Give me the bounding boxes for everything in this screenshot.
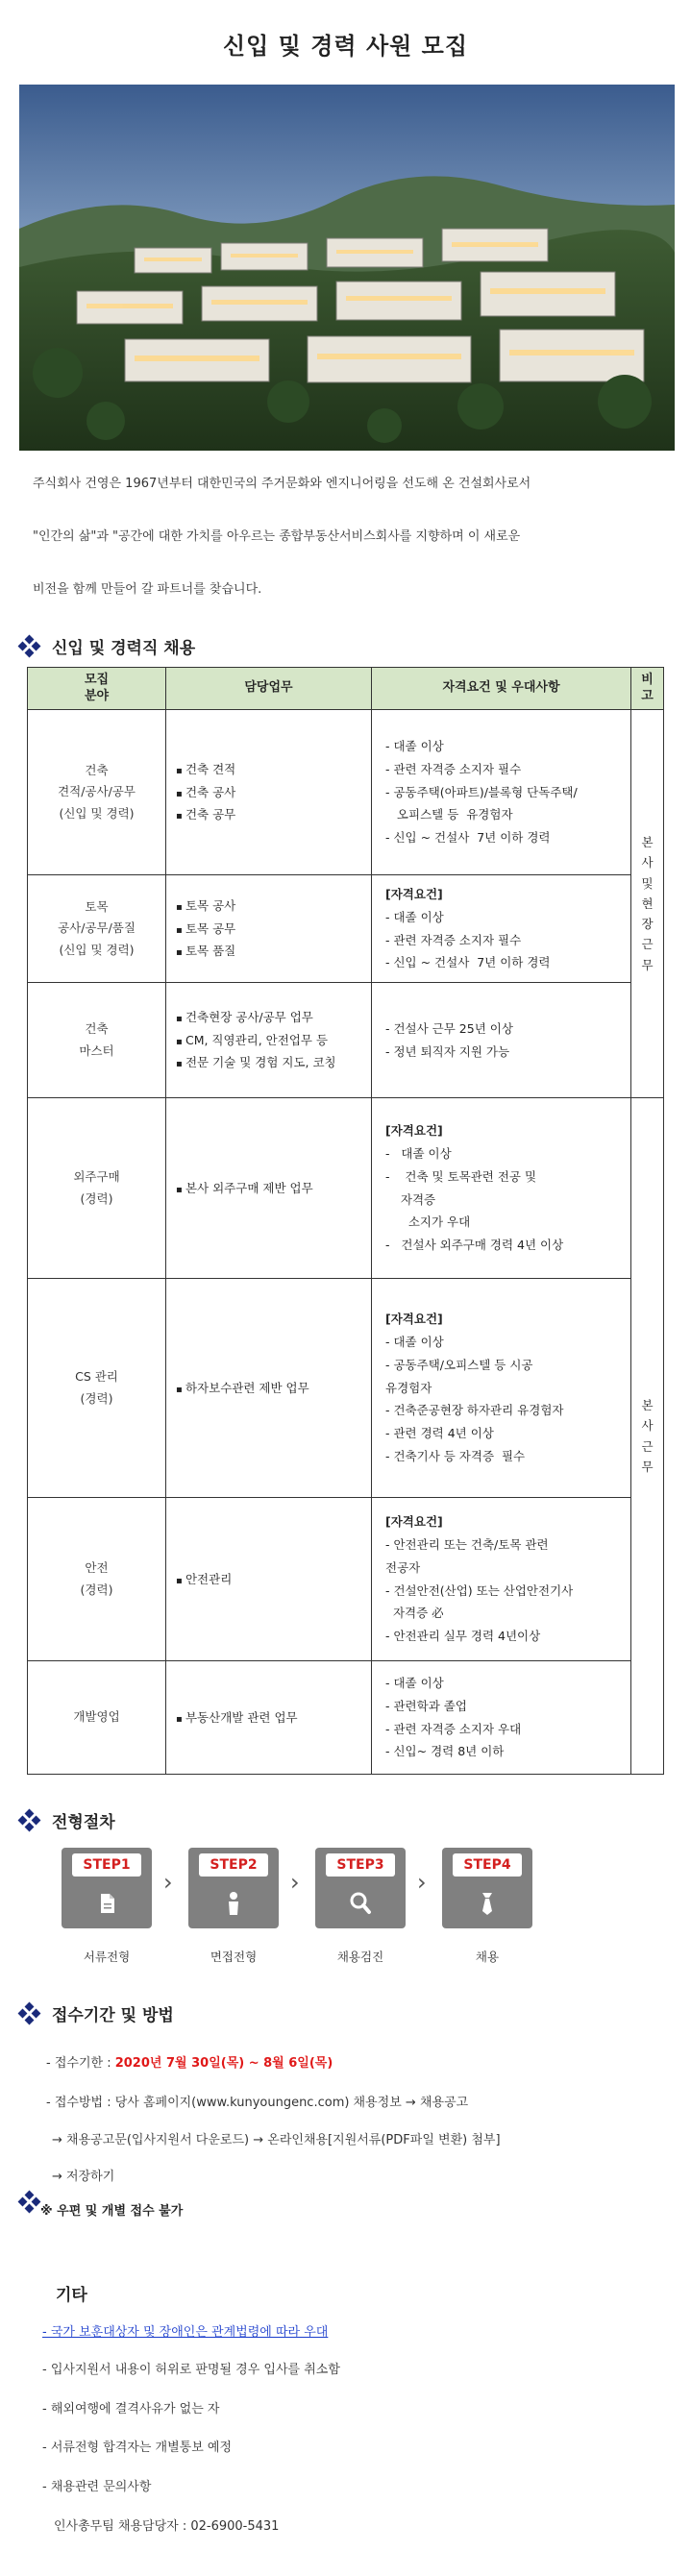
diamond-bullet-icon [19, 1810, 40, 1831]
duty-item: ▪ 건축 공사 [176, 781, 370, 804]
step-badge: STEP3 [326, 1853, 395, 1877]
duty-item: ▪ CM, 직영관리, 안전업무 등 [176, 1029, 370, 1052]
step-badge: STEP4 [453, 1853, 522, 1877]
requirement-item: - 건축준공현장 하자관리 유경험자 [385, 1403, 564, 1418]
requirements-cell [372, 983, 631, 1098]
table-row [28, 1498, 664, 1661]
apply-period-label: - 접수기한 : [46, 2056, 115, 2071]
duty-item: ▪ 본사 외주구매 제반 업무 [176, 1177, 370, 1200]
requirement-item: - 공동주택(아파트)/블록형 단독주택/ [385, 784, 578, 799]
step-label: 채용검진 [336, 1950, 384, 1964]
table-row [28, 710, 664, 875]
chevron-right-icon: › [163, 1869, 173, 1896]
duty-cell [166, 1498, 372, 1661]
table-row [28, 983, 664, 1098]
requirement-item: - 정년 퇴직자 지원 가능 [385, 1043, 510, 1059]
intro-line-1: 주식회사 건영은 1967년부터 대한민국의 주거문화와 엔지니어링을 선도해 온 건설회사로서 [33, 477, 531, 491]
duty-item: ▪ 토목 공사 [176, 895, 370, 918]
requirement-item: 유경험자 [385, 1380, 432, 1395]
section-apply-title: 접수기간 및 방법 [52, 2006, 174, 2025]
duty-item: ▪ 건축 공무 [176, 803, 370, 826]
requirement-item: - 관련 자격증 소지자 필수 [385, 932, 522, 947]
header-duty: 담당업무 [166, 668, 372, 710]
note-cell: 본 사 근 무 [631, 1098, 664, 1775]
apply-method-3: → 저장하기 [52, 2170, 115, 2184]
table-row [28, 1279, 664, 1498]
document-icon [87, 1886, 126, 1921]
duty-cell [166, 875, 372, 983]
requirements-heading: [자격요건] [385, 1312, 443, 1327]
veterans-preference-link[interactable]: - 국가 보훈대상자 및 장애인은 관계법령에 따라 우대 [42, 2325, 329, 2340]
apply-period [46, 2052, 333, 2071]
requirements-cell [372, 1098, 631, 1279]
diamond-bullet-icon [19, 2192, 40, 2213]
header-note: 비 고 [631, 668, 664, 710]
note-cell: 본 사 및 현 장 근 무 [631, 710, 664, 1098]
apply-warning-row [19, 2185, 183, 2219]
requirement-item: 전공자 [385, 1559, 421, 1575]
duty-item: ▪ 건축 견적 [176, 758, 370, 781]
recruitment-table [27, 667, 664, 1775]
apply-method-2: → 채용공고문(입사지원서 다운로드) → 온라인채용[지원서류(PDF파일 변환) 첨부] [52, 2133, 501, 2147]
requirement-item: - 대졸 이상 [385, 1335, 444, 1350]
page-title: 신입 및 경력 사원 모집 [222, 33, 469, 60]
requirement-item: - 대졸 이상 [385, 1146, 452, 1161]
requirements-cell [372, 875, 631, 983]
section-etc-heading: 기타 [56, 2286, 87, 2305]
header-field: 모집 분야 [28, 668, 166, 710]
header-requirements: 자격요건 및 우대사항 [372, 668, 631, 710]
magnifier-icon [341, 1886, 380, 1921]
requirements-cell [372, 710, 631, 875]
field-cell: 토목 공사/공무/품질 (신입 및 경력) [28, 875, 166, 983]
requirements-heading: [자격요건] [385, 1514, 443, 1530]
necktie-icon [468, 1886, 506, 1921]
duty-cell [166, 1661, 372, 1775]
requirement-item: - 대졸 이상 [385, 1676, 444, 1690]
requirement-item: - 관련 자격증 소지자 필수 [385, 761, 522, 776]
section-recruit-title: 신입 및 경력직 채용 [52, 639, 196, 658]
intro-line-2: "인간의 삶"과 "공간에 대한 가치를 아우르는 종합부동산서비스회사를 지향하며 이 새로운 [33, 529, 521, 544]
requirement-item: - 관련학과 졸업 [385, 1698, 467, 1713]
apply-method-1: - 접수방법 : 당사 홈페이지(www.kunyoungenc.com) 채용정보 → 채용공고 [46, 2096, 469, 2110]
requirement-item: 자격증 [385, 1191, 436, 1207]
etc-item-3: - 해외여행에 결격사유가 없는 자 [42, 2402, 220, 2417]
field-cell: 외주구매 (경력) [28, 1098, 166, 1279]
step-3 [315, 1848, 406, 1964]
duty-item: ▪ 건축현장 공사/공무 업무 [176, 1006, 370, 1029]
duty-cell [166, 1098, 372, 1279]
table-row [28, 1098, 664, 1279]
duty-item: ▪ 안전관리 [176, 1568, 370, 1591]
requirement-item: - 공동주택/오피스텔 등 시공 [385, 1357, 533, 1372]
person-icon [214, 1886, 253, 1921]
step-label: 채용 [475, 1950, 500, 1964]
duty-item: ▪ 하자보수관련 제반 업무 [176, 1377, 370, 1400]
requirement-item: - 건설사 외주구매 경력 4년 이상 [385, 1238, 564, 1252]
apply-period-value: 2020년 7월 30일(목) ~ 8월 6일(목) [114, 2056, 333, 2071]
duty-cell [166, 983, 372, 1098]
step-1 [62, 1848, 152, 1964]
step-label: 면접전형 [210, 1950, 258, 1964]
duty-cell [166, 710, 372, 875]
etc-item-2: - 입사지원서 내용이 허위로 판명될 경우 입사를 취소함 [42, 2363, 340, 2377]
requirement-item: - 신입~ 경력 8년 이하 [385, 1744, 505, 1759]
requirement-item: 자격증 必 [385, 1606, 444, 1621]
requirements-cell [372, 1498, 631, 1661]
duty-item: ▪ 부동산개발 관련 업무 [176, 1706, 370, 1730]
requirement-item: - 건축 및 토목관련 전공 및 [385, 1168, 537, 1184]
requirements-cell [372, 1279, 631, 1498]
field-cell: 개발영업 [28, 1661, 166, 1775]
section-recruit-heading [19, 634, 195, 658]
table-row [28, 875, 664, 983]
requirement-item: - 대졸 이상 [385, 909, 444, 924]
etc-item-5: - 채용관련 문의사항 [42, 2480, 152, 2494]
section-process-title: 전형절차 [52, 1813, 115, 1832]
requirement-item: - 안전관리 실무 경력 4년이상 [385, 1629, 541, 1643]
duty-item: ▪ 토목 품질 [176, 940, 370, 963]
requirement-item: - 건설안전(산업) 또는 산업안전기사 [385, 1582, 574, 1598]
requirement-item: - 대졸 이상 [385, 739, 444, 754]
chevron-right-icon: › [290, 1869, 300, 1896]
hero-image [19, 85, 675, 451]
step-badge: STEP2 [199, 1853, 268, 1877]
requirement-item: - 관련 경력 4년 이상 [385, 1426, 494, 1441]
section-process-heading [19, 1808, 115, 1832]
requirement-item: 오피스텔 등 유경험자 [385, 807, 513, 822]
step-2 [188, 1848, 279, 1964]
requirement-item: - 건축기사 등 자격증 필수 [385, 1448, 526, 1463]
field-cell: 건축 견적/공사/공무 (신입 및 경력) [28, 710, 166, 875]
requirements-cell [372, 1661, 631, 1775]
etc-item-1 [42, 2321, 328, 2340]
field-cell: 안전 (경력) [28, 1498, 166, 1661]
requirements-heading: [자격요건] [385, 887, 443, 901]
duty-item: ▪ 전문 기술 및 경험 지도, 코칭 [176, 1051, 370, 1074]
diamond-bullet-icon [19, 2003, 40, 2024]
field-cell: 건축 마스터 [28, 983, 166, 1098]
diamond-bullet-icon [19, 636, 40, 657]
duty-item: ▪ 토목 공무 [176, 918, 370, 941]
field-cell: CS 관리 (경력) [28, 1279, 166, 1498]
etc-item-6: 인사총무팀 채용담당자 : 02-6900-5431 [54, 2519, 280, 2534]
table-row [28, 1661, 664, 1775]
requirement-item: - 관련 자격증 소지자 우대 [385, 1721, 522, 1736]
step-4 [442, 1848, 532, 1964]
requirement-item: - 안전관리 또는 건축/토목 관련 [385, 1537, 549, 1552]
section-apply-heading [19, 2001, 174, 2025]
duty-cell [166, 1279, 372, 1498]
requirements-heading: [자격요건] [385, 1123, 443, 1139]
table-header-row [28, 668, 664, 710]
chevron-right-icon: › [417, 1869, 427, 1896]
requirement-item: - 건설사 근무 25년 이상 [385, 1020, 513, 1036]
requirement-item: - 신입 ~ 건설사 7년 이하 경력 [385, 830, 551, 846]
etc-item-4: - 서류전형 합격자는 개별통보 예정 [42, 2441, 233, 2455]
intro-line-3: 비전을 함께 만들어 갈 파트너를 찾습니다. [33, 582, 262, 597]
step-label: 서류전형 [83, 1950, 131, 1964]
requirement-item: 소지가 우대 [385, 1214, 471, 1230]
apply-warning: ※ 우편 및 개별 접수 불가 [40, 2204, 184, 2219]
requirement-item: - 신입 ~ 건설사 7년 이하 경력 [385, 955, 551, 970]
step-badge: STEP1 [72, 1853, 141, 1877]
